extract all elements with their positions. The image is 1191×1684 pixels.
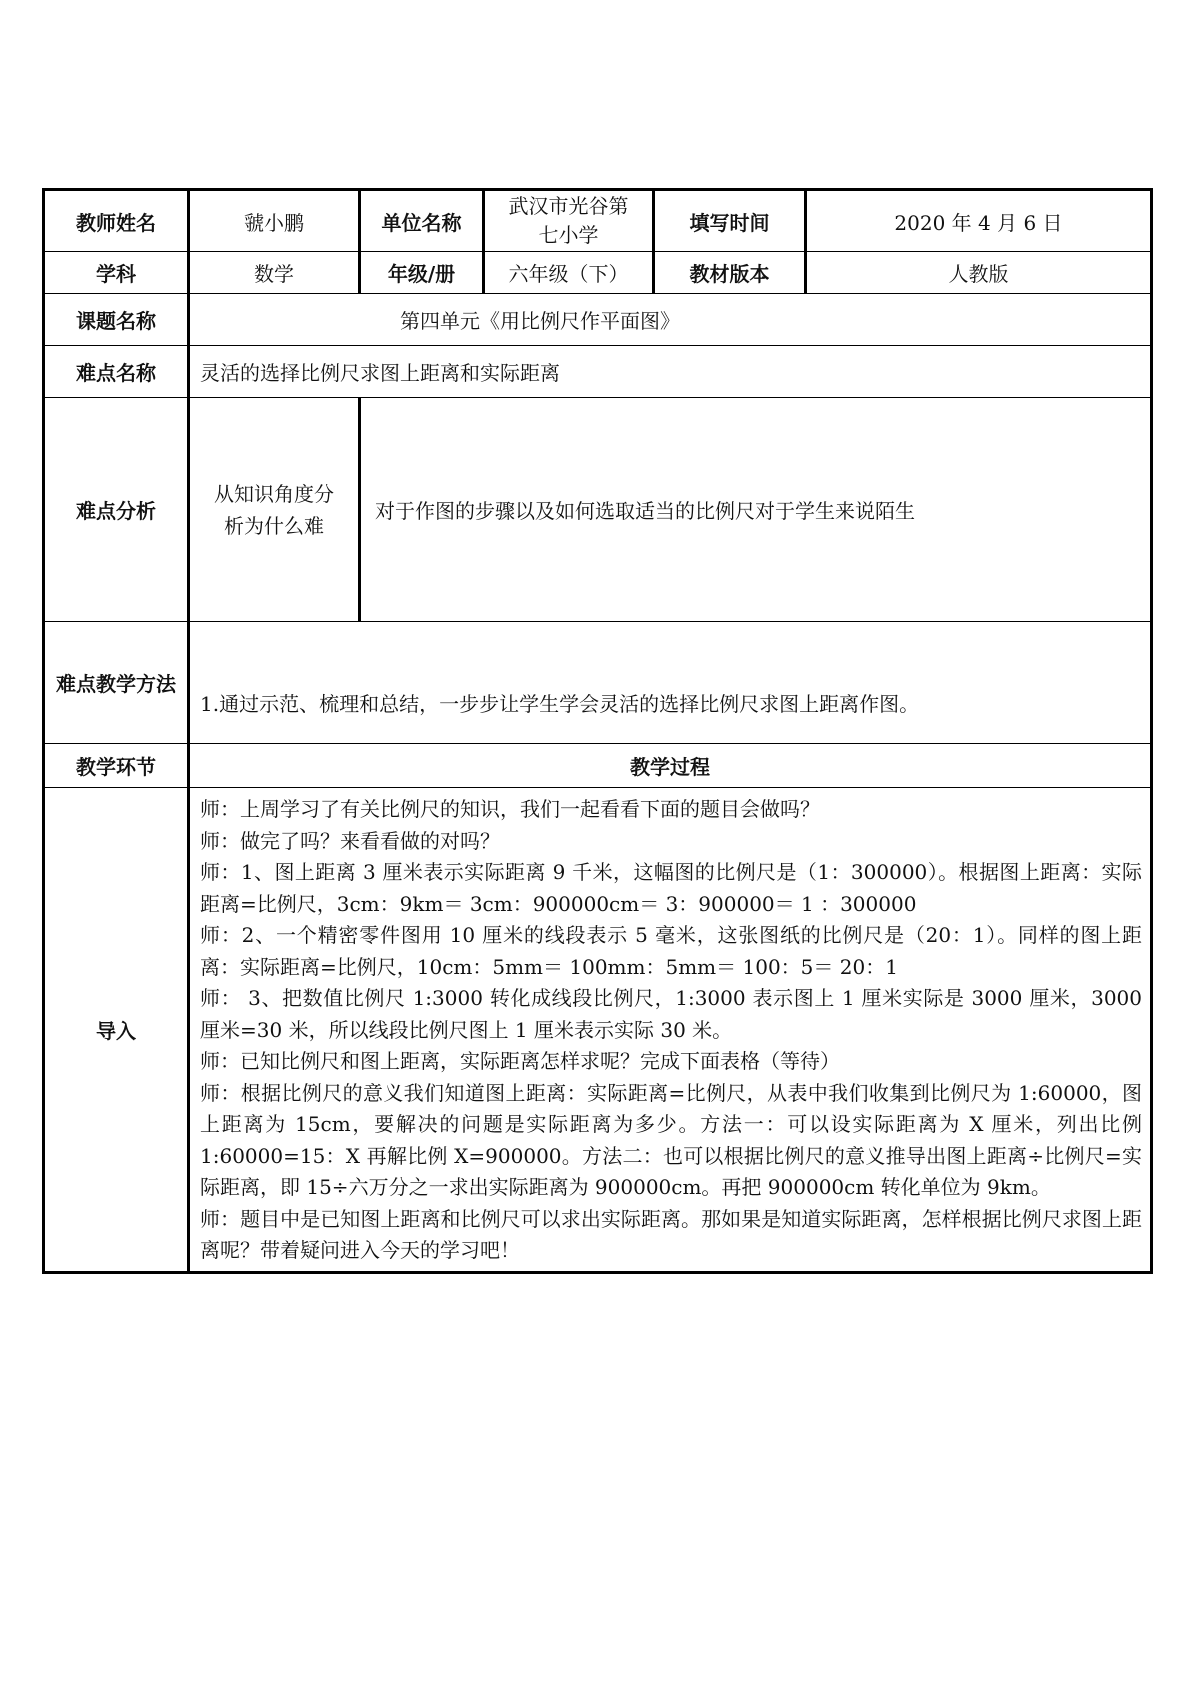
topic-label: 课题名称 bbox=[44, 294, 189, 346]
intro-paragraph: 师：题目中是已知图上距离和比例尺可以求出实际距离。那如果是知道实际距离，怎样根据比例尺求图上距离呢？带着疑问进入今天的学习吧！ bbox=[200, 1206, 1142, 1262]
intro-paragraph: 师：已知比例尺和图上距离，实际距离怎样求呢？完成下面表格（等待） bbox=[200, 1049, 840, 1073]
teacher-name: 虢小鹏 bbox=[189, 190, 360, 252]
edition-value: 人教版 bbox=[806, 252, 1152, 294]
row-difficulty bbox=[44, 346, 1152, 398]
row-teacher-info bbox=[44, 190, 1152, 252]
row-analysis bbox=[44, 398, 1152, 622]
method-content: 1.通过示范、梳理和总结，一步步让学生学会灵活的选择比例尺求图上距离作图。 bbox=[189, 622, 1152, 744]
grade-value: 六年级（下） bbox=[484, 252, 654, 294]
analysis-content: 对于作图的步骤以及如何选取适当的比例尺对于学生来说陌生 bbox=[360, 398, 1152, 622]
date-label: 填写时间 bbox=[654, 190, 806, 252]
topic-value: 第四单元《用比例尺作平面图》 bbox=[189, 294, 1152, 346]
intro-paragraph: 师： 3、把数值比例尺 1:3000 转化成线段比例尺，1:3000 表示图上 1 厘米实际是 3000 厘米，3000 厘米=30 米，所以线段比例尺图上 1 厘米表示实际 30 米。 bbox=[200, 986, 1142, 1042]
fill-date: 2020 年 4 月 6 日 bbox=[806, 190, 1152, 252]
unit-name: 武汉市光谷第七小学 bbox=[484, 190, 654, 252]
intro-process bbox=[189, 788, 1152, 1273]
analysis-sub-label: 从知识角度分析为什么难 bbox=[189, 398, 360, 622]
method-label: 难点教学方法 bbox=[44, 622, 189, 744]
intro-stage: 导入 bbox=[44, 788, 189, 1273]
intro-paragraph: 师：上周学习了有关比例尺的知识，我们一起看看下面的题目会做吗？ bbox=[200, 797, 820, 821]
row-process-header bbox=[44, 744, 1152, 788]
difficulty-label: 难点名称 bbox=[44, 346, 189, 398]
intro-paragraph: 师：2、一个精密零件图用 10 厘米的线段表示 5 毫米，这张图纸的比例尺是（20：1）。同样的图上距离：实际距离=比例尺，10cm：5mm＝ 100mm：5mm＝ 100：5＝ 20：1 bbox=[200, 923, 1142, 979]
unit-label: 单位名称 bbox=[360, 190, 484, 252]
intro-paragraph: 师：1、图上距离 3 厘米表示实际距离 9 千米，这幅图的比例尺是（1：300000）。根据图上距离：实际距离=比例尺，3cm：9km＝ 3cm：900000cm＝ 3：900000＝ 1 ：300000 bbox=[200, 860, 1142, 916]
subject-label: 学科 bbox=[44, 252, 189, 294]
process-label: 教学过程 bbox=[189, 744, 1152, 788]
teacher-label: 教师姓名 bbox=[44, 190, 189, 252]
row-method bbox=[44, 622, 1152, 744]
subject-value: 数学 bbox=[189, 252, 360, 294]
row-subject-info bbox=[44, 252, 1152, 294]
grade-label: 年级/册 bbox=[360, 252, 484, 294]
intro-paragraph: 师：根据比例尺的意义我们知道图上距离：实际距离=比例尺，从表中我们收集到比例尺为 1:60000，图上距离为 15cm，要解决的问题是实际距离为多少。方法一：可以设实际距离为 X 厘米，列出比例 1:60000=15：X 再解比例 X=900000。方法二：也可以根据比例尺的意义推导出图上距离÷比例尺=实际距离，即 15÷六万分之一求出实际距离为 900000cm。再把 900000cm 转化单位为 9km。 bbox=[200, 1080, 1142, 1199]
lesson-plan-table bbox=[42, 188, 1153, 1274]
row-topic bbox=[44, 294, 1152, 346]
intro-paragraph: 师：做完了吗？来看看做的对吗？ bbox=[200, 828, 500, 853]
analysis-label: 难点分析 bbox=[44, 398, 189, 622]
stage-label: 教学环节 bbox=[44, 744, 189, 788]
difficulty-value: 灵活的选择比例尺求图上距离和实际距离 bbox=[189, 346, 1152, 398]
row-intro bbox=[44, 788, 1152, 1273]
edition-label: 教材版本 bbox=[654, 252, 806, 294]
